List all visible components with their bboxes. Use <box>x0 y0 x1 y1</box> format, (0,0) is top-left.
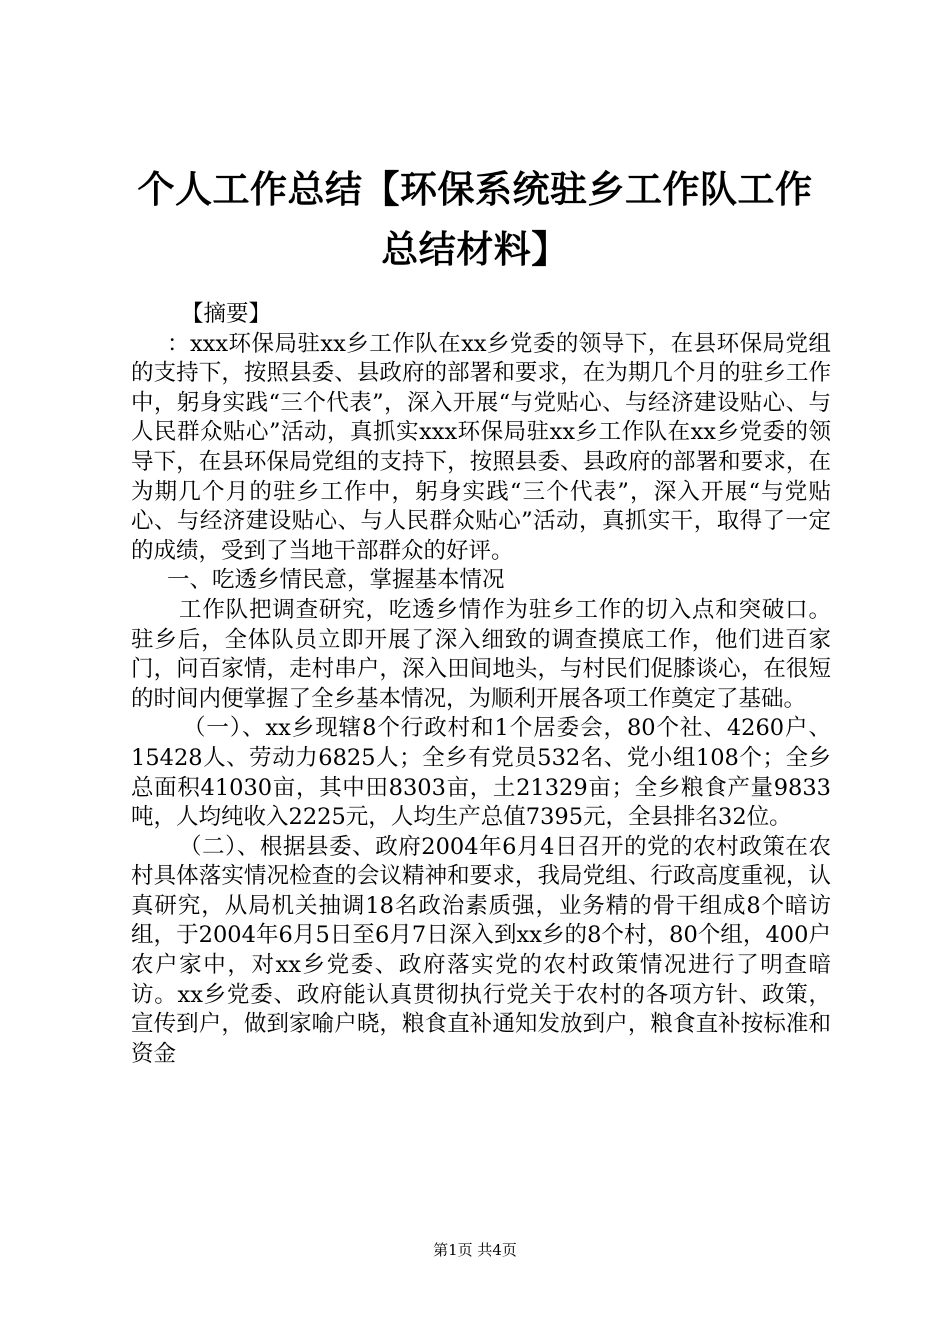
body-paragraph: （一）、xx乡现辖8个行政村和1个居委会，80个社、4260户、15428人、劳动力6825人；全乡有党员532名、党小组108个；全乡总面积41030亩，其中田8303亩，土21329亩；全乡粮食产量9833吨，人均纯收入2225元，人均生产总值7395元，全县排名32位。 <box>131 715 831 831</box>
document-body <box>131 300 831 1069</box>
body-paragraph: （二）、根据县委、政府2004年6月4日召开的党的农村政策在农村具体落实情况检查的会议精神和要求，我局党组、行政高度重视，认真研究，从局机关抽调18名政治素质强，业务精的骨干组成8个暗访组，于2004年6月5日至6月7日深入到xx乡的8个村，80个组，400户农户家中，对xx乡党委、政府落实党的农村政策情况进行了明查暗访。xx乡党委、政府能认真贯彻执行党关于农村的各项方针、政策，宣传到户，做到家喻户晓，粮食直补通知发放到户，粮食直补按标准和资金 <box>131 833 831 1067</box>
page-footer: 第1页 共4页 <box>433 1241 517 1259</box>
abstract-label: 【摘要】 <box>181 301 272 327</box>
abstract-paragraph: ：xxx环保局驻xx乡工作队在xx乡党委的领导下，在县环保局党组的支持下，按照县委、县政府的部署和要求，在为期几个月的驻乡工作中，躬身实践“三个代表”，深入开展“与党贴心、与经济建设贴心、与人民群众贴心”活动，真抓实xxx环保局驻xx乡工作队在xx乡党委的领导下，在县环保局党组的支持下，按照县委、县政府的部署和要求，在为期几个月的驻乡工作中，躬身实践“三个代表”，深入开展“与党贴心、与经济建设贴心、与人民群众贴心”活动，真抓实干，取得了一定的成绩，受到了当地干部群众的好评。 <box>131 330 831 564</box>
section-heading: 一、吃透乡情民意，掌握基本情况 <box>167 567 505 594</box>
document-title: 个人工作总结【环保系统驻乡工作队工作总结材料】 <box>137 168 813 271</box>
body-paragraph: 工作队把调查研究，吃透乡情作为驻乡工作的切入点和突破口。驻乡后，全体队员立即开展了深入细致的调查摸底工作，他们进百家门，问百家情，走村串户，深入田间地头，与村民们促膝谈心，在很短的时间内便掌握了全乡基本情况，为顺利开展各项工作奠定了基础。 <box>131 596 831 712</box>
